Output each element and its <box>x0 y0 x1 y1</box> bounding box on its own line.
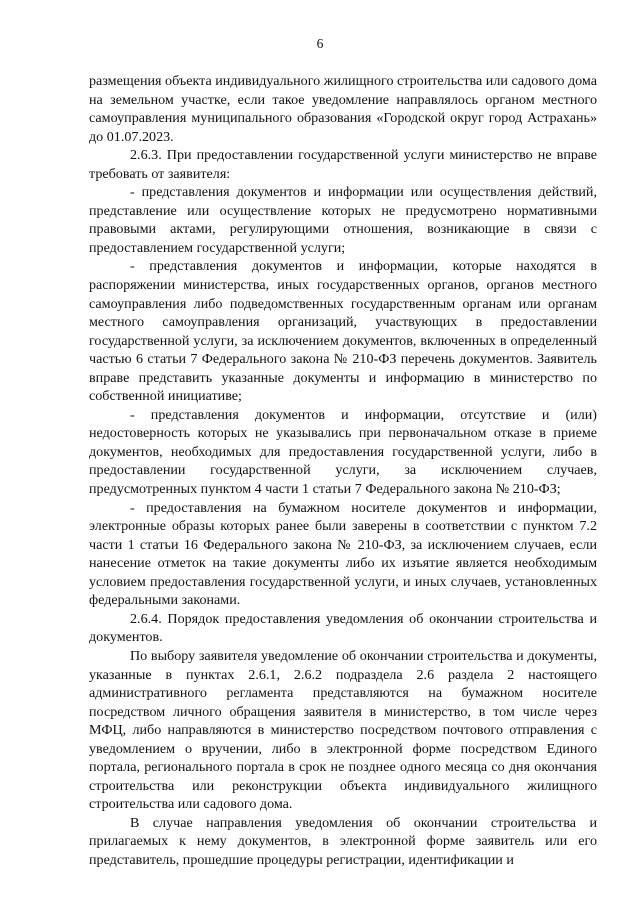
paragraph-item-2-6-4: 2.6.4. Порядок предоставления уведомления об окончании строительства и документов. <box>89 610 597 646</box>
paragraph-electronic-submission: В случае направления уведомления об окончании строительства и прилагаемых к нему документов, в электронной форме заявитель или его представитель, прошедшие процедуры регистрации, идентификации и <box>89 814 597 868</box>
list-item-requirement-1: - представления документов и информации или осуществления действий, представление или осуществление которых не предусмотрено нормативными правовыми актами, регулирующими отношения, возникающие в связи с предоставлением государственной услуги; <box>89 184 597 256</box>
document-body <box>89 72 597 870</box>
page-number: 6 <box>316 36 324 51</box>
paragraph-continuation: размещения объекта индивидуального жилищного строительства или садового дома на земельном участке, если такое уведомление направлялось органом местного самоуправления муниципального образования «Городской округ город Астрахань» до 01.07.2023. <box>89 73 597 145</box>
paragraph-item-2-6-3: 2.6.3. При предоставлении государственной услуги министерство не вправе требовать от заявителя: <box>89 147 597 182</box>
paragraph-submission-choice: По выбору заявителя уведомление об окончании строительства и документы, указанные в пунктах 2.6.1, 2.6.2 подраздела 2.6 раздела 2 настоящего административного регламента представляются на бумажном носителе посредством личного обращения заявителя в министерство, в том числе через МФЦ, либо направляются в министерство посредством почтового отправления с уведомлением о вручении, либо в электронной форме посредством Единого портала, регионального портала в срок не позднее одного месяца со дня окончания строительства или реконструкции объекта индивидуального жилищного строительства или садового дома. <box>89 647 597 813</box>
list-item-requirement-3: - представления документов и информации, отсутствие и (или) недостоверность которых не указывались при первоначальном отказе в приеме документов, необходимых для предоставления государственной услуги, либо в предоставлении государственной услуги, за исключением случаев, предусмотренных пунктом 4 части 1 статьи 7 Федерального закона № 210-ФЗ; <box>89 406 597 498</box>
list-item-requirement-2: - представления документов и информации, которые находятся в распоряжении министерства, иных государственных органов, органов местного самоуправления либо подведомственных государственным органам или органам местного самоуправления организаций, участвующих в предоставлении государственной услуги, за исключением документов, включенных в определенный частью 6 статьи 7 Федерального закона № 210-ФЗ перечень документов. Заявитель вправе представить указанные документы и информацию в министерство по собственной инициативе; <box>89 258 597 405</box>
list-item-requirement-4: - предоставления на бумажном носителе документов и информации, электронные образы которых ранее были заверены в соответствии с пунктом 7.2 части 1 статьи 16 Федерального закона № 210-ФЗ, за исключением случаев, если нанесение отметок на такие документы либо их изъятие является необходимым условием предоставления государственной услуги, и иных случаев, установленных федеральными законами. <box>89 499 597 609</box>
